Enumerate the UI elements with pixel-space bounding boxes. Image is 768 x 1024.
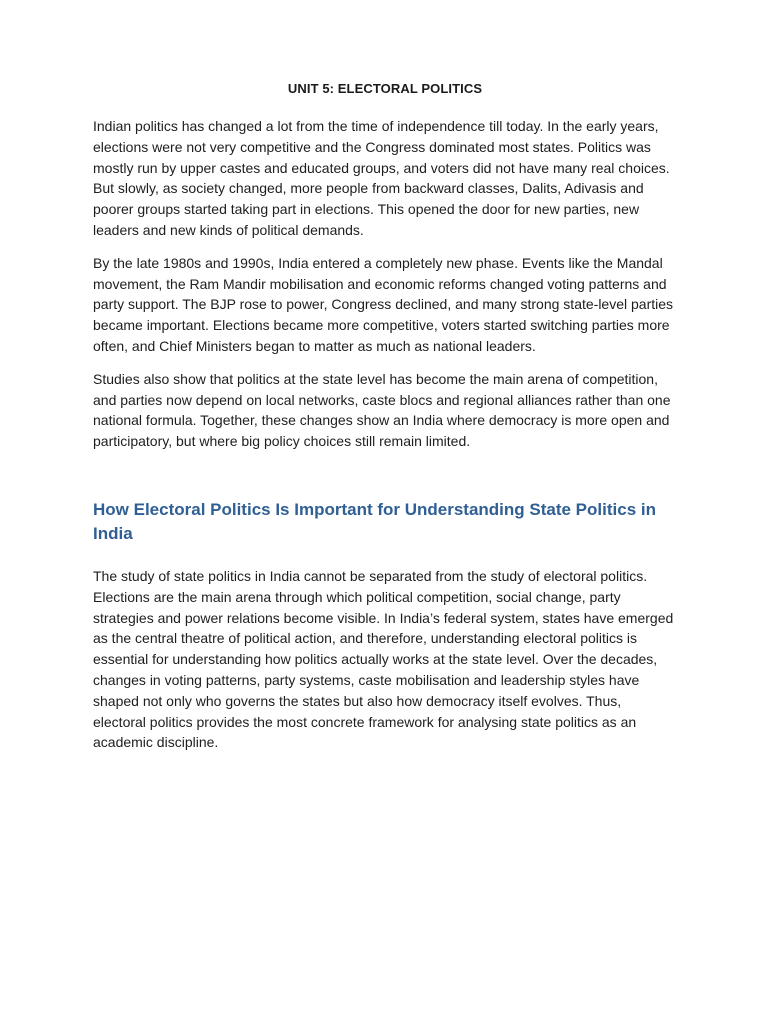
intro-paragraph: Indian politics has changed a lot from the time of independence till today. In the early years, elections were not very competitive and the Congress dominated most states. Politics was mostly run by upper castes and educated groups, and voters did not have many real choices. But slowly, as society changed, more people from backward classes, Dalits, Adivasis and poorer groups started taking part in elections. This opened the door for new parties, new leaders and new kinds of political demands. (93, 118, 670, 238)
studies-paragraph: Studies also show that politics at the state level has become the main arena of competition, and parties now depend on local networks, caste blocs and regional alliances rather than one national formula. Together, these changes show an India where democracy is more open and participatory, but where big policy choices still remain limited. (93, 370, 671, 450)
section-heading: How Electoral Politics Is Important for Understanding State Politics in India (93, 499, 656, 543)
unit-title: UNIT 5: ELECTORAL POLITICS (287, 81, 483, 96)
phase-paragraph: By the late 1980s and 1990s, India entered a completely new phase. Events like the Mandal movement, the Ram Mandir mobilisation and economic reforms changed voting patterns and party support. The BJP rose to power, Congress declined, and many strong state-level parties became important. Elections became more competitive, voters started switching parties more often, and Chief Ministers began to matter as much as national leaders. (93, 254, 674, 354)
document-content (93, 80, 677, 765)
section-paragraph: The study of state politics in India cannot be separated from the study of electoral politics. Elections are the main arena through which political competition, social change, party strategies and power relations become visible. In India’s federal system, states have emerged as the central theatre of political action, and therefore, understanding electoral politics is essential for understanding how politics actually works at the state level. Over the decades, changes in voting patterns, party systems, caste mobilisation and leadership styles have shaped not only who governs the states but also how democracy itself evolves. Thus, electoral politics provides the most concrete framework for analysing state politics as an academic discipline. (93, 567, 674, 751)
